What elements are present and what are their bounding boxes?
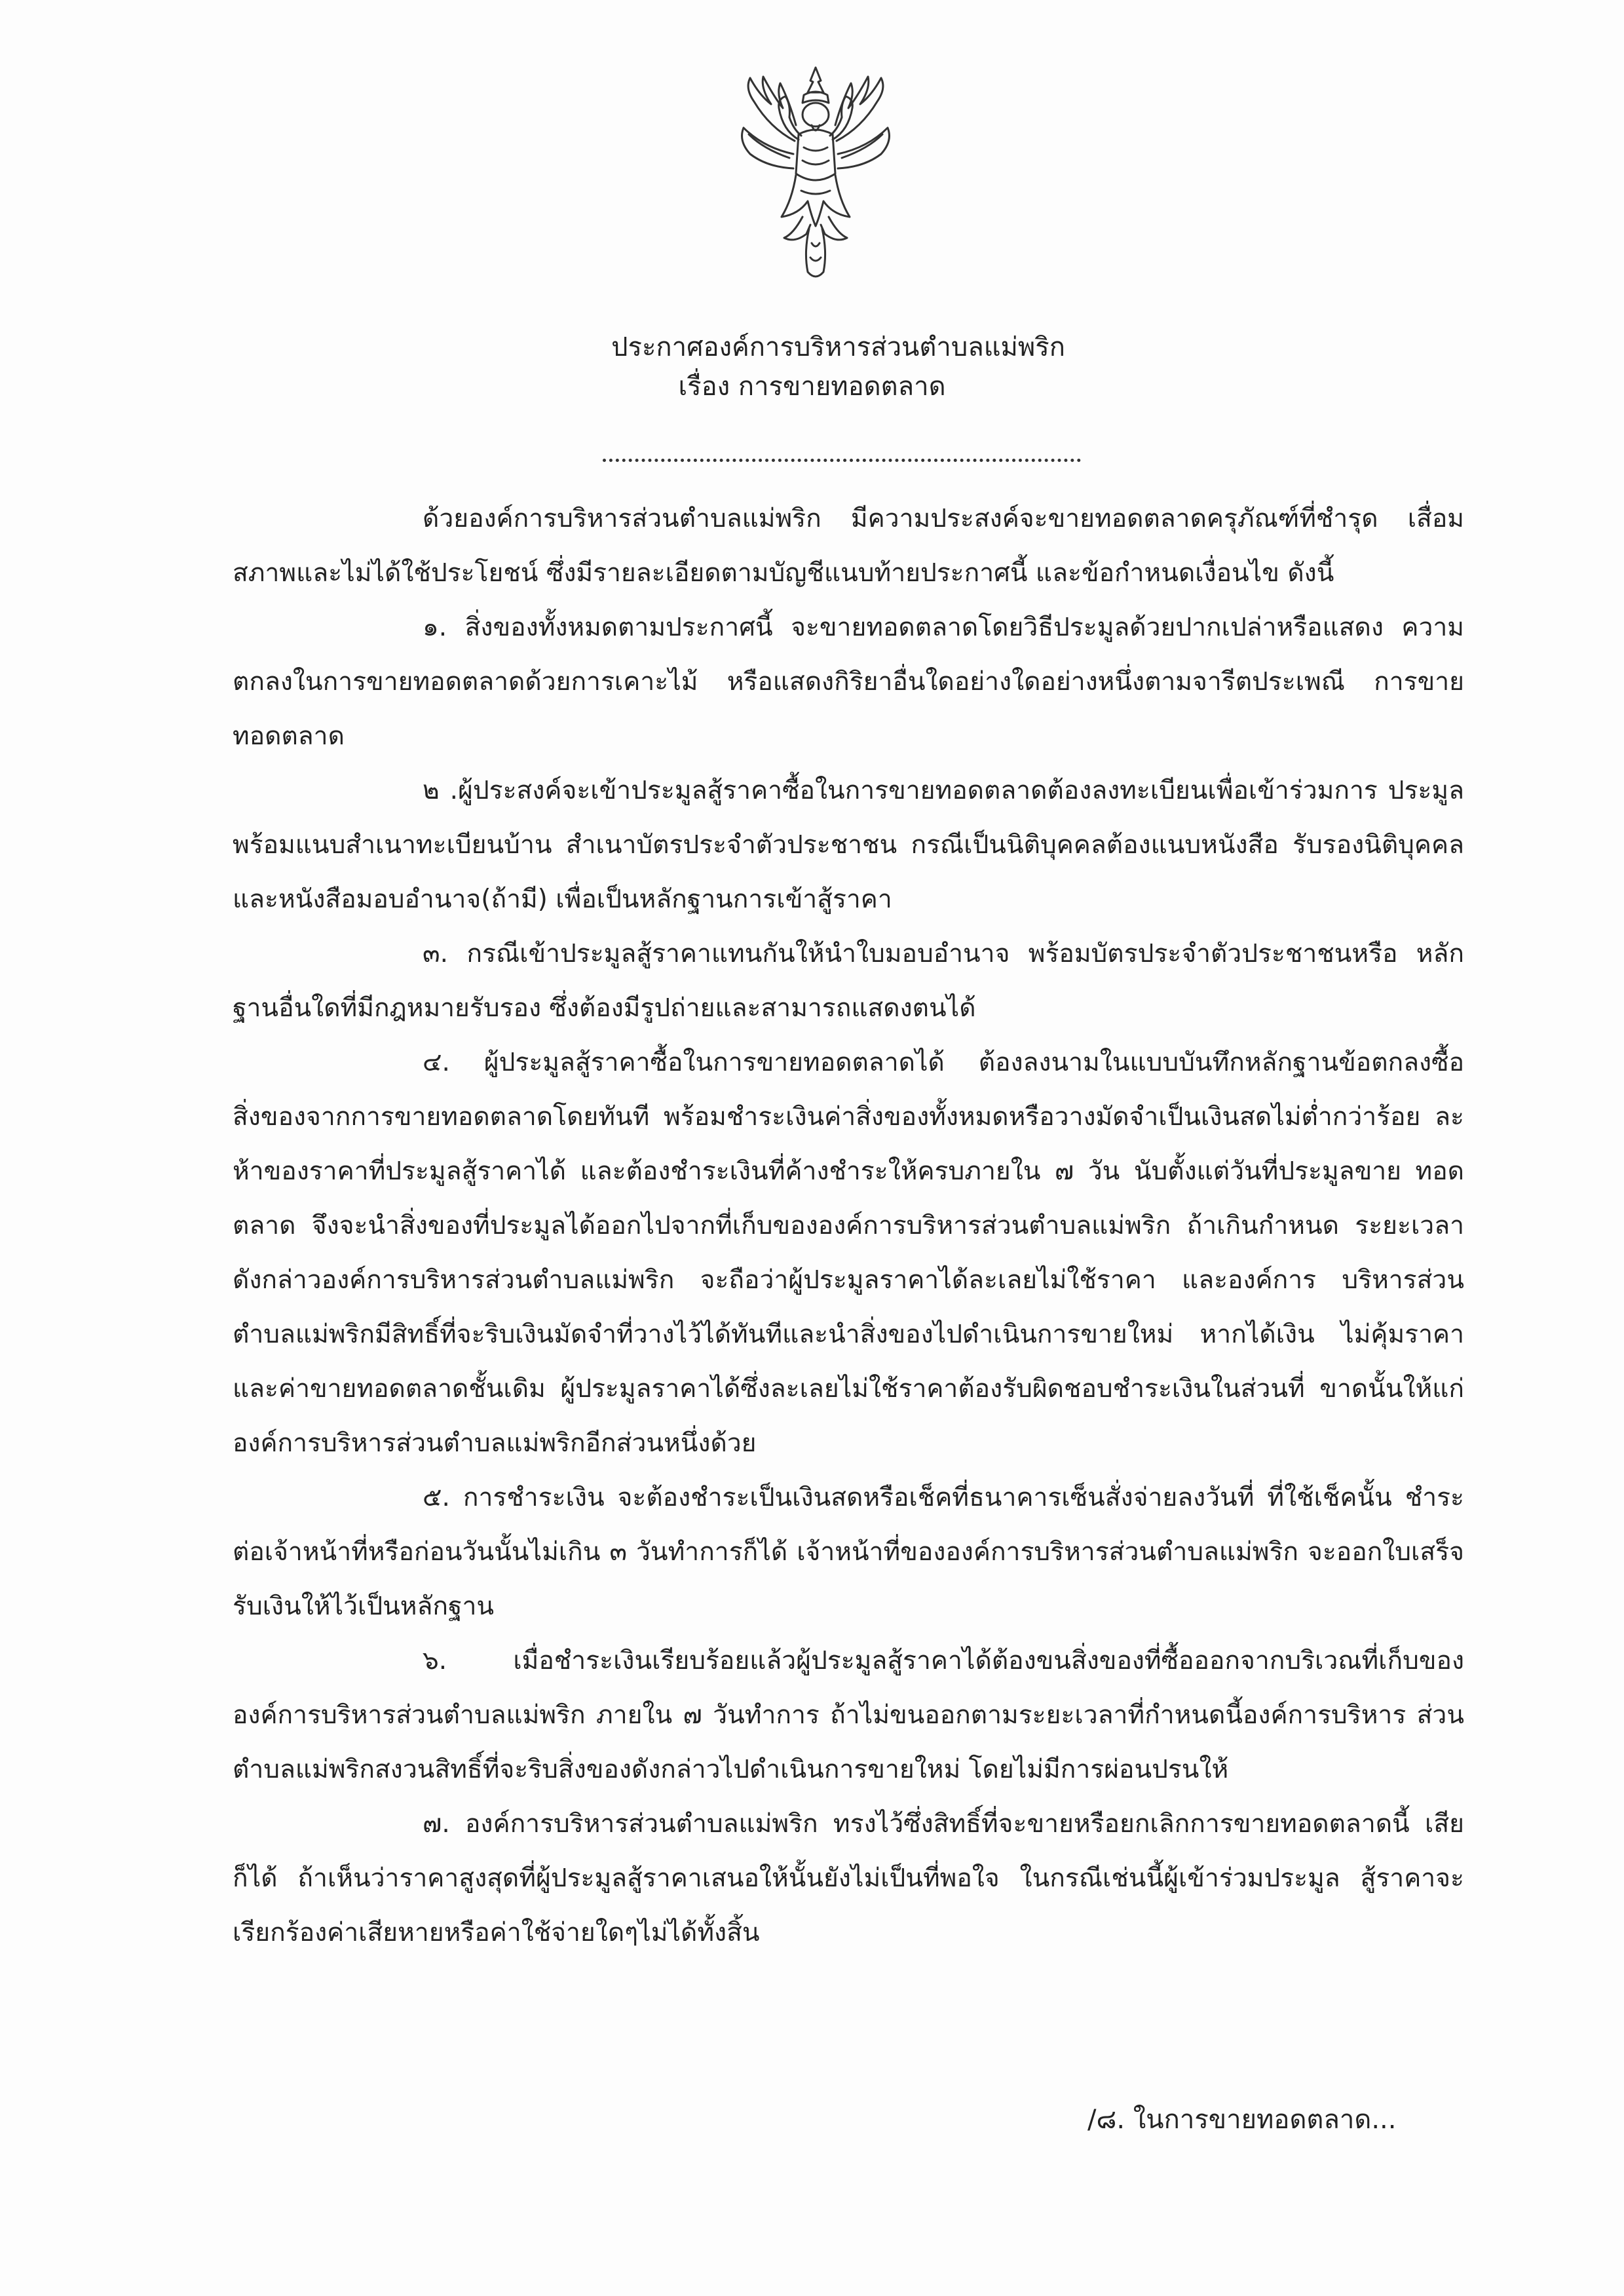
clause-5: ๕. การชำระเงิน จะต้องชำระเป็นเงินสดหรือเช็คที่ธนาคารเซ็นสั่งจ่ายลงวันที่ ที่ใช้เช็คนั้น ชำระต่อเจ้าหน้าที่หรือก่อนวันนั้นไม่เกิน ๓ วันทำการก็ได้ เจ้าหน้าที่ขององค์การบริหารส่วนตำบลแม่พริก จะออกใบเสร็จรับเงินให้ไว้เป็นหลักฐาน xyxy=(233,1483,1464,1621)
intro-paragraph: ด้วยองค์การบริหารส่วนตำบลแม่พริก มีความประสงค์จะขายทอดตลาดครุภัณฑ์ที่ชำรุด เสื่อมสภาพและไม่ได้ใช้ประโยชน์ ซึ่งมีรายละเอียดตามบัญชีแนบท้ายประกาศนี้ และข้อกำหนดเงื่อนไข ดังนี้ xyxy=(233,504,1464,588)
clause-3: ๓. กรณีเข้าประมูลสู้ราคาแทนกันให้นำใบมอบอำนาจ พร้อมบัตรประจำตัวประชาชนหรือ หลักฐานอื่นใดที่มีกฎหมายรับรอง ซึ่งต้องมีรูปถ่ายและสามารถแสดงตนได้ xyxy=(233,939,1464,1023)
document-title: ประกาศองค์การบริหารส่วนตำบลแม่พริก xyxy=(611,332,1065,362)
document-subject: เรื่อง การขายทอดตลาด xyxy=(678,372,946,402)
clause-7: ๗. องค์การบริหารส่วนตำบลแม่พริก ทรงไว้ซึ่งสิทธิ์ที่จะขายหรือยกเลิกการขายทอดตลาดนี้ เสียก็ได้ ถ้าเห็นว่าราคาสูงสุดที่ผู้ประมูลสู้ราคาเสนอให้นั้นยังไม่เป็นที่พอใจ ในกรณีเช่นนี้ผู้เข้าร่วมประมูล สู้ราคาจะเรียกร้องค่าเสียหายหรือค่าใช้จ่ายใดๆไม่ได้ทั้งสิ้น xyxy=(233,1809,1464,1947)
dotted-separator xyxy=(603,459,1081,462)
clause-2: ๒ .ผู้ประสงค์จะเข้าประมูลสู้ราคาซื้อในการขายทอดตลาดต้องลงทะเบียนเพื่อเข้าร่วมการ ประมูล พร้อมแนบสำเนาทะเบียนบ้าน สำเนาบัตรประจำตัวประชาชน กรณีเป็นนิติบุคคลต้องแนบหนังสือ รับรองนิติบุคคลและหนังสือมอบอำนาจ(ถ้ามี) เพื่อเป็นหลักฐานการเข้าสู้ราคา xyxy=(233,776,1464,914)
clause-1: ๑. สิ่งของทั้งหมดตามประกาศนี้ จะขายทอดตลาดโดยวิธีประมูลด้วยปากเปล่าหรือแสดง ความตกลงในการขายทอดตลาดด้วยการเคาะไม้ หรือแสดงกิริยาอื่นใดอย่างใดอย่างหนึ่งตามจารีตประเพณี การขายทอดตลาด xyxy=(233,613,1464,751)
document-heading xyxy=(0,328,1624,406)
clause-4: ๔. ผู้ประมูลสู้ราคาซื้อในการขายทอดตลาดได้ ต้องลงนามในแบบบันทึกหลักฐานข้อตกลงซื้อ สิ่งของจากการขายทอดตลาดโดยทันที พร้อมชำระเงินค่าสิ่งของทั้งหมดหรือวางมัดจำเป็นเงินสดไม่ต่ำกว่าร้อย ละห้าของราคาที่ประมูลสู้ราคาได้ และต้องชำระเงินที่ค้างชำระให้ครบภายใน ๗ วัน นับตั้งแต่วันที่ประมูลขาย ทอดตลาด จึงจะนำสิ่งของที่ประมูลได้ออกไปจากที่เก็บขององค์การบริหารส่วนตำบลแม่พริก ถ้าเกินกำหนด ระยะเวลาดังกล่าวองค์การบริหารส่วนตำบลแม่พริก จะถือว่าผู้ประมูลราคาได้ละเลยไม่ใช้ราคา และองค์การ บริหารส่วนตำบลแม่พริกมีสิทธิ์ที่จะริบเงินมัดจำที่วางไว้ได้ทันทีและนำสิ่งของไปดำเนินการขายใหม่ หากได้เงิน ไม่คุ้มราคาและค่าขายทอดตลาดชั้นเดิม ผู้ประมูลราคาได้ซึ่งละเลยไม่ใช้ราคาต้องรับผิดชอบชำระเงินในส่วนที่ ขาดนั้นให้แก่องค์การบริหารส่วนตำบลแม่พริกอีกส่วนหนึ่งด้วย xyxy=(233,1048,1464,1458)
continuation-note: /๘. ในการขายทอดตลาด... xyxy=(1087,2105,1397,2135)
clause-6: ๖. เมื่อชำระเงินเรียบร้อยแล้วผู้ประมูลสู้ราคาได้ต้องขนสิ่งของที่ซื้อออกจากบริเวณที่เก็บของ องค์การบริหารส่วนตำบลแม่พริก ภายใน ๗ วันทำการ ถ้าไม่ขนออกตามระยะเวลาที่กำหนดนี้องค์การบริหาร ส่วนตำบลแม่พริกสงวนสิทธิ์ที่จะริบสิ่งของดังกล่าวไปดำเนินการขายใหม่ โดยไม่มีการผ่อนปรนให้ xyxy=(233,1646,1464,1784)
announcement-body xyxy=(233,491,1464,1960)
garuda-emblem-icon xyxy=(730,62,901,285)
